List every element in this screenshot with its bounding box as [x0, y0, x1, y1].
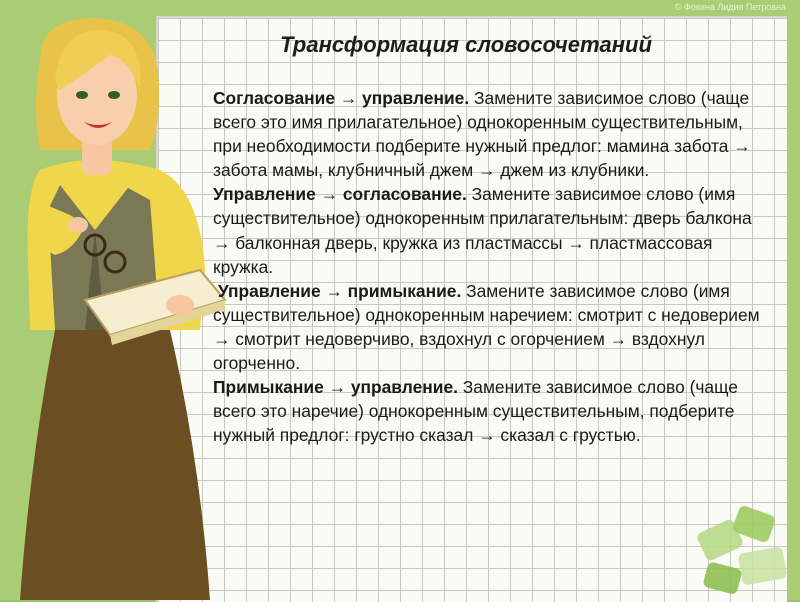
rule-heading: Согласование → управление. — [213, 88, 470, 108]
teacher-illustration — [0, 0, 240, 600]
rule-paragraph — [213, 86, 773, 182]
copyright-text: © Фокина Лидия Петровна — [674, 2, 786, 12]
rule-paragraph — [213, 279, 773, 375]
rule-paragraph — [213, 182, 773, 278]
rule-heading: Управление → примыкание. — [217, 280, 462, 301]
rule-text: Замените зависимое слово (чаще всего это имя прилагательное) однокоренным существительным, при необходимости подберите нужный предлог: мамина забота → забота мамы, клубничный джем → джем из клубники. — [213, 88, 751, 181]
rules-text-block — [213, 86, 773, 447]
rule-text: Замените зависимое слово (чаще всего это наречие) однокоренным существительным, подберите нужный предлог: грустно сказал → сказал с грустью. — [213, 377, 738, 446]
rule-heading: Управление → согласование. — [213, 184, 467, 205]
rule-text: Замените зависимое слово (имя существительное) однокоренным прилагательным: дверь балкона → балконная дверь, кружка из пластмассы → пластмассовая кружка. — [213, 184, 752, 277]
rule-text: Замените зависимое слово (имя существительное) однокоренным наречием: смотрит с недоверием → смотрит недоверчиво, вздохнул с огорчением → вздохнул огорченно. — [213, 280, 760, 374]
rule-paragraph — [213, 375, 773, 447]
decorative-letters — [690, 490, 800, 600]
slide-title: Трансформация словосочетаний — [280, 32, 652, 57]
rule-heading: Примыкание → управление. — [213, 377, 458, 398]
